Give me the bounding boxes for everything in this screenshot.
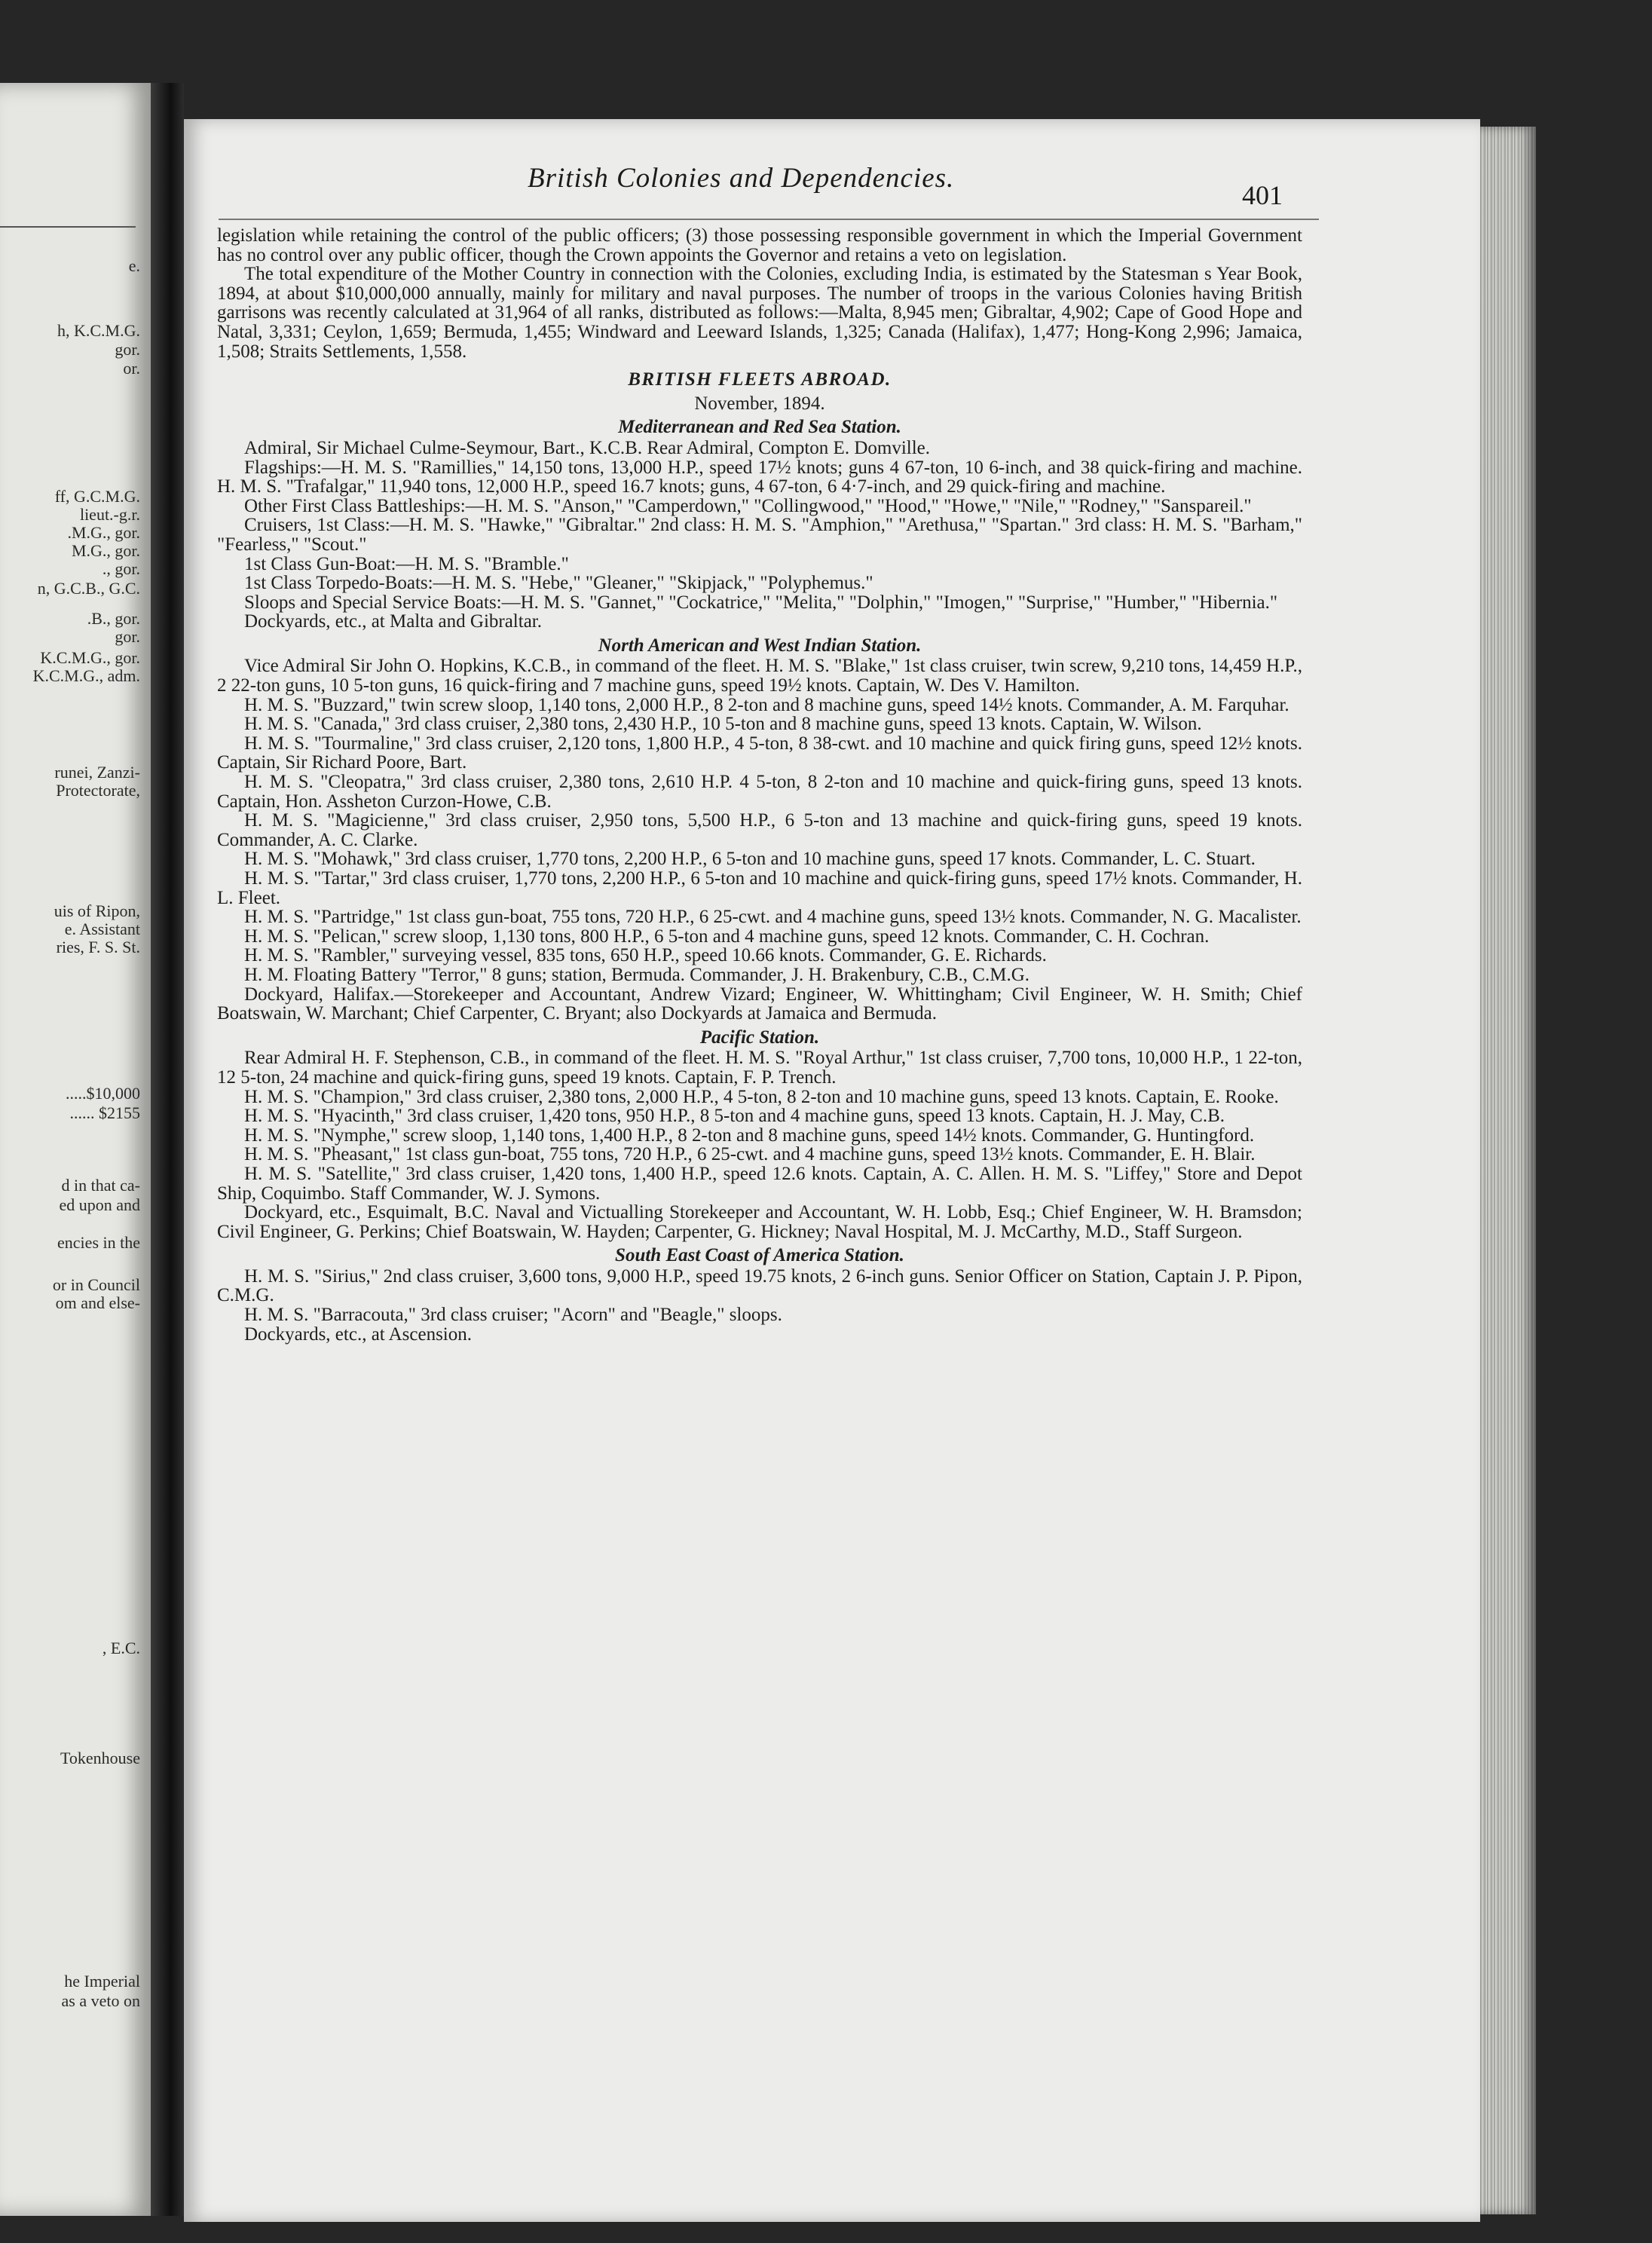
station-entry: H. M. S. "Magicienne," 3rd class cruiser, 2,950 tons, 5,500 H.P., 6 5-ton and 13 machine and quick-firing guns, speed 19 knots. Commander, A. C. Clarke. [217, 810, 1302, 850]
left-page-rule [0, 226, 136, 228]
station-entry: H. M. S. "Champion," 3rd class cruiser, 2,380 tons, 2,000 H.P., 4 5-ton, 8 2-ton and 10 machine guns, speed 13 knots. Captain, E. Rooke. [244, 1086, 1279, 1107]
station-entry: Sloops and Special Service Boats:—H. M. S. "Gannet," "Cockatrice," "Melita," "Dolphin," "Imogen," "Surprise," "Humber," "Hibernia." [244, 592, 1278, 613]
left-fragment-line: K.C.M.G., gor. [40, 648, 140, 667]
left-fragment-line: ff, G.C.M.G. [54, 487, 140, 506]
running-head: British Colonies and Dependencies. [528, 163, 955, 194]
station-entry: H. M. S. "Canada," 3rd class cruiser, 2,380 tons, 2,430 H.P., 10 5-ton and 8 machine guns, speed 13 knots. Captain, W. Wilson. [244, 714, 1202, 735]
left-fragment-line: om and else- [55, 1293, 140, 1312]
station-entry: Admiral, Sir Michael Culme-Seymour, Bart., K.C.B. Rear Admiral, Compton E. Domville. [244, 437, 930, 458]
station-entry: H. M. S. "Hyacinth," 3rd class cruiser, 1,420 tons, 950 H.P., 8 5-ton and 4 machine guns, speed 13 knots. Captain, H. J. May, C.B. [244, 1106, 1225, 1127]
station-entry: 1st Class Gun-Boat:—H. M. S. "Bramble." [244, 553, 569, 574]
header-rule [219, 219, 1319, 220]
station-entry: H. M. S. "Partridge," 1st class gun-boat, 755 tons, 720 H.P., 6 25-cwt. and 4 machine guns, speed 13½ knots. Commander, N. G. Macalister. [244, 907, 1302, 928]
station-heading: North American and West Indian Station. [598, 635, 922, 656]
left-fragment-line: M.G., gor. [71, 541, 140, 560]
station-entry: H. M. S. "Pheasant," 1st class gun-boat, 755 tons, 720 H.P., 6 25-cwt. and 4 machine guns, speed 13½ knots. Commander, E. H. Blair. [244, 1144, 1256, 1165]
left-fragment-line: Tokenhouse [60, 1749, 140, 1767]
left-fragment-line: Protectorate, [56, 781, 140, 800]
station-heading: Pacific Station. [699, 1027, 820, 1048]
station-entry: H. M. S. "Tourmaline," 3rd class cruiser, 2,120 tons, 1,800 H.P., 4 5-ton, 8 38-cwt. and 10 machine and quick firing guns, speed 12½ knots. Captain, Sir Richard Poore, Bart. [217, 733, 1302, 773]
station-entry: Dockyards, etc., at Malta and Gibraltar. [244, 611, 542, 632]
station-entry: H. M. S. "Barracouta," 3rd class cruiser; "Acorn" and "Beagle," sloops. [244, 1305, 782, 1326]
station-entry: Vice Admiral Sir John O. Hopkins, K.C.B., in command of the fleet. H. M. S. "Blake," 1st class cruiser, twin screw, 9,210 tons, 14,459 H.P., 2 22-ton guns, 10 5-ton guns, 16 quick-firing and 7 machine guns, speed 19½ knots. Captain, W. Des V. Hamilton. [217, 656, 1302, 696]
left-fragment-line: .B., gor. [87, 609, 140, 628]
book-gutter [151, 83, 184, 2216]
left-fragment-line: ...... $2155 [69, 1103, 140, 1122]
station-entry: H. M. S. "Mohawk," 3rd class cruiser, 1,770 tons, 2,200 H.P., 6 5-ton and 10 machine guns, speed 17 knots. Commander, L. C. Stuart. [244, 849, 1256, 870]
left-fragment-line: gor. [115, 340, 140, 359]
left-fragment-line: .M.G., gor. [67, 523, 140, 542]
station-heading: Mediterranean and Red Sea Station. [618, 417, 901, 438]
station-entry: Flagships:—H. M. S. "Ramillies," 14,150 tons, 13,000 H.P., speed 17½ knots; guns 4 67-ton, 10 6-inch, and 38 quick-firing and machine. H. M. S. "Trafalgar," 11,940 tons, 12,000 H.P., speed 16.7 knots; guns, 4 67-ton, 6 4·7-inch, and 29 quick-firing and machine. [217, 457, 1302, 497]
left-fragment-line: runei, Zanzi- [54, 763, 140, 782]
intro-paragraph: legislation while retaining the control of the public officers; (3) those possessing responsible government in which the Imperial Government has no control over any public officer, though the Crown appoints the Governor and retains a veto on legislation. [217, 225, 1302, 265]
left-fragment-line: uis of Ripon, [54, 901, 140, 920]
left-fragment-line: K.C.M.G., adm. [32, 666, 140, 685]
left-fragment-line: e. Assistant [64, 920, 140, 938]
left-fragment-line: or in Council [52, 1275, 140, 1294]
left-fragment-line: encies in the [57, 1233, 140, 1252]
station-entry: H. M. S. "Rambler," surveying vessel, 835 tons, 650 H.P., speed 10.66 knots. Commander, G. E. Richards. [244, 945, 1047, 966]
left-fragment-line: h, K.C.M.G. [57, 321, 140, 340]
left-page-fragment [0, 83, 153, 2216]
station-entry: Other First Class Battleships:—H. M. S. "Anson," "Camperdown," "Collingwood," "Hood," "Howe," "Nile," "Rodney," "Sanspareil." [244, 495, 1252, 516]
section-title: BRITISH FLEETS ABROAD. [628, 369, 892, 390]
station-entry: 1st Class Torpedo-Boats:—H. M. S. "Hebe," "Gleaner," "Skipjack," "Polyphemus." [244, 573, 873, 594]
station-entry: Cruisers, 1st Class:—H. M. S. "Hawke," "Gibraltar." 2nd class: H. M. S. "Amphion," "Arethusa," "Spartan." 3rd class: H. M. S. "Barham," "Fearless," "Scout." [217, 515, 1302, 555]
section-date: November, 1894. [694, 393, 825, 414]
station-entry: H. M. S. "Pelican," screw sloop, 1,130 tons, 800 H.P., 6 5-ton and 4 machine guns, speed 12 knots. Commander, C. H. Cochran. [244, 926, 1210, 947]
left-fragment-line: ed upon and [59, 1195, 140, 1214]
station-entry: Dockyard, etc., Esquimalt, B.C. Naval and Victualling Storekeeper and Accountant, W. H. Lobb, Esq.; Chief Engineer, W. H. Bramsdon; Civil Engineer, G. Perkins; Chief Boatswain, W. Hayden; Carpenter, G. Hickney; Naval Hospital, M. J. McCarthy, M.D., Staff Surgeon. [217, 1202, 1302, 1242]
left-fragment-line: .....$10,000 [66, 1084, 140, 1103]
station-heading: South East Coast of America Station. [615, 1245, 904, 1266]
station-entry: Dockyard, Halifax.—Storekeeper and Accountant, Andrew Vizard; Engineer, W. Whittingham; Civil Engineer, W. H. Smith; Chief Boatswain, W. Marchant; Chief Carpenter, C. Bryant; also Dockyards at Jamaica and Bermuda. [217, 984, 1302, 1024]
station-entry: H. M. S. "Sirius," 2nd class cruiser, 3,600 tons, 9,000 H.P., speed 19.75 knots, 2 6-inch guns. Senior Officer on Station, Captain J. P. Pipon, C.M.G. [217, 1265, 1302, 1306]
station-entry: H. M. S. "Buzzard," twin screw sloop, 1,140 tons, 2,000 H.P., 8 2-ton and 8 machine guns, speed 14½ knots. Commander, A. M. Farquhar. [244, 694, 1289, 715]
left-fragment-line: he Imperial [64, 1972, 140, 1991]
station-entry: H. M. Floating Battery "Terror," 8 guns; station, Bermuda. Commander, J. H. Brakenbury, C.B., C.M.G. [244, 964, 1030, 985]
station-entry: Rear Admiral H. F. Stephenson, C.B., in command of the fleet. H. M. S. "Royal Arthur," 1st class cruiser, 7,700 tons, 10,000 H.P., 1 22-ton, 12 5-ton, 24 machine and quick-firing guns, speed 19 knots. Captain, F. P. Trench. [217, 1048, 1302, 1088]
page-number: 401 [1242, 180, 1283, 210]
page-edges [1480, 127, 1536, 2214]
station-entry: H. M. S. "Tartar," 3rd class cruiser, 1,770 tons, 2,200 H.P., 6 5-ton and 10 machine and quick-firing guns, speed 17½ knots. Commander, H. L. Fleet. [217, 868, 1302, 908]
station-entry: Dockyards, etc., at Ascension. [244, 1323, 473, 1345]
station-entry: H. M. S. "Satellite," 3rd class cruiser, 1,420 tons, 1,400 H.P., speed 12.6 knots. Captain, A. C. Allen. H. M. S. "Liffey," Store and Depot Ship, Coquimbo. Staff Commander, W. J. Symons. [217, 1163, 1302, 1204]
station-entry: H. M. S. "Nymphe," screw sloop, 1,140 tons, 1,400 H.P., 8 2-ton and 8 machine guns, speed 14½ knots. Commander, G. Huntingford. [244, 1125, 1255, 1146]
left-fragment-line: gor. [115, 627, 140, 646]
page-body [217, 226, 1302, 1344]
left-fragment-line: ., gor. [102, 559, 140, 578]
left-fragment-line: as a veto on [61, 1991, 140, 2010]
left-fragment-line: e. [128, 256, 140, 275]
left-fragment-line: n, G.C.B., G.C. [37, 579, 140, 598]
left-fragment-line: ries, F. S. St. [56, 938, 140, 956]
left-fragment-line: , E.C. [102, 1639, 140, 1657]
station-entry: H. M. S. "Cleopatra," 3rd class cruiser, 2,380 tons, 2,610 H.P. 4 5-ton, 8 2-ton and 10 machine and quick-firing guns, speed 13 knots. Captain, Hon. Assheton Curzon-Howe, C.B. [217, 772, 1302, 812]
left-fragment-line: d in that ca- [61, 1176, 140, 1195]
intro-paragraph: The total expenditure of the Mother Country in connection with the Colonies, excluding India, is estimated by the Statesman s Year Book, 1894, at about $10,000,000 annually, mainly for military and naval purposes. The number of troops in the various Colonies having British garrisons was recently calculated at 31,964 of all ranks, distributed as follows:—Malta, 8,945 men; Gibraltar, 4,902; Cape of Good Hope and Natal, 3,331; Ceylon, 1,659; Bermuda, 1,455; Windward and Leeward Islands, 1,325; Canada (Halifax), 1,477; Hong-Kong 2,996; Jamaica, 1,508; Straits Settlements, 1,558. [217, 264, 1302, 362]
left-fragment-line: or. [123, 359, 140, 378]
left-fragment-line: lieut.-g.r. [79, 505, 140, 524]
